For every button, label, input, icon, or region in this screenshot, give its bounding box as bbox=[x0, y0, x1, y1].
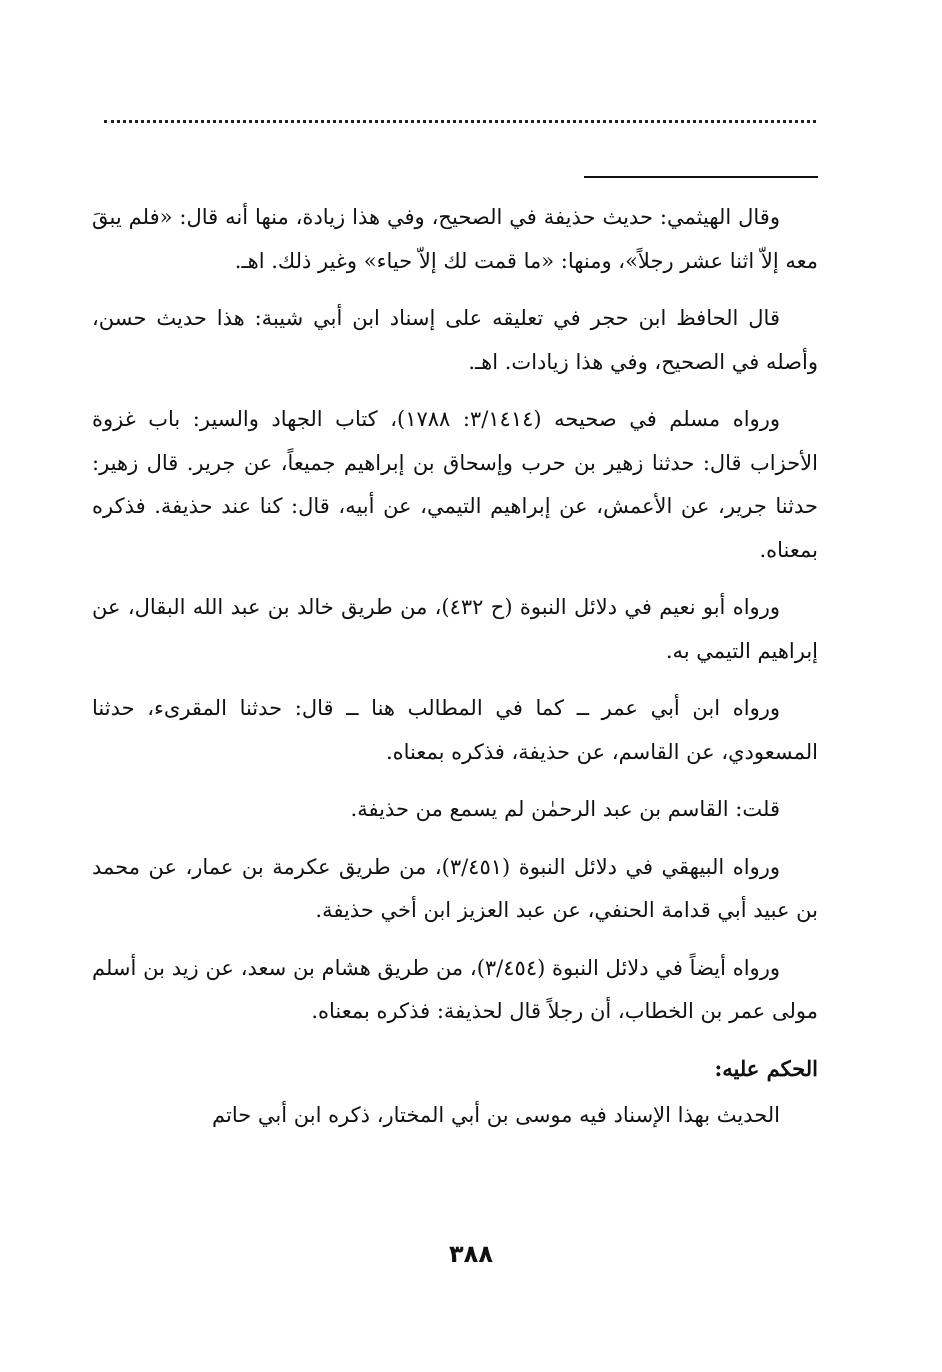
paragraph-abu-nuaym: ورواه أبو نعيم في دلائل النبوة (ح ٤٣٢)، من طريق خالد بن عبد الله البقال، عن إبراهيم التيمي به. bbox=[92, 595, 818, 663]
paragraph-ibn-hajar: قال الحافظ ابن حجر في تعليقه على إسناد ابن أبي شيبة: هذا حديث حسن، وأصله في الصحيح، وفي هذا زيادات. اهـ. bbox=[92, 306, 818, 374]
paragraph-bayhaqi: ورواه البيهقي في دلائل النبوة (٣/٤٥١)، من طريق عكرمة بن عمار، عن محمد بن عبيد أبي قدامة الحنفي، عن عبد العزيز ابن أخي حذيفة. bbox=[92, 854, 818, 922]
page-number: ٣٨٨ bbox=[449, 1240, 493, 1268]
paragraph-ruling: الحديث بهذا الإسناد فيه موسى بن أبي المختار، ذكره ابن أبي حاتم bbox=[212, 1102, 780, 1127]
footnote-rule bbox=[584, 176, 818, 178]
paragraph-note: قلت: القاسم بن عبد الرحمٰن لم يسمع من حذيفة. bbox=[350, 797, 780, 821]
paragraph-haythami: وقال الهيثمي: حديث حذيفة في الصحيح، وفي هذا زيادة، منها أنه قال: «فلم يبقَ معه إلاّ اثنا عشر رجلاً»، ومنها: «ما قمت لك إلاّ حياء» وغير ذلك. اهـ. bbox=[92, 205, 818, 273]
paragraph-ibn-abi-umar: ورواه ابن أبي عمر ــ كما في المطالب هنا ــ قال: حدثنا المقرىء، حدثنا المسعودي، عن القاسم، عن حذيفة، فذكره بمعناه. bbox=[92, 696, 818, 764]
dotted-separator bbox=[104, 120, 816, 123]
paragraph-muslim: ورواه مسلم في صحيحه (٣/١٤١٤: ١٧٨٨)، كتاب الجهاد والسير: باب غزوة الأحزاب قال: حدثنا زهير بن حرب وإسحاق بن إبراهيم جميعاً، عن جرير. قال زهير: حدثنا جرير، عن الأعمش، عن إبراهيم التيمي، عن أبيه، قال: كنا عند حذيفة. فذكره بمعناه. bbox=[92, 407, 818, 562]
page-body bbox=[92, 196, 818, 1151]
section-heading: الحكم عليه: bbox=[714, 1055, 818, 1081]
paragraph-bayhaqi-2: ورواه أيضاً في دلائل النبوة (٣/٤٥٤)، من طريق هشام بن سعد، عن زيد بن أسلم مولى عمر بن الخطاب، أن رجلاً قال لحذيفة: فذكره بمعناه. bbox=[92, 955, 818, 1023]
